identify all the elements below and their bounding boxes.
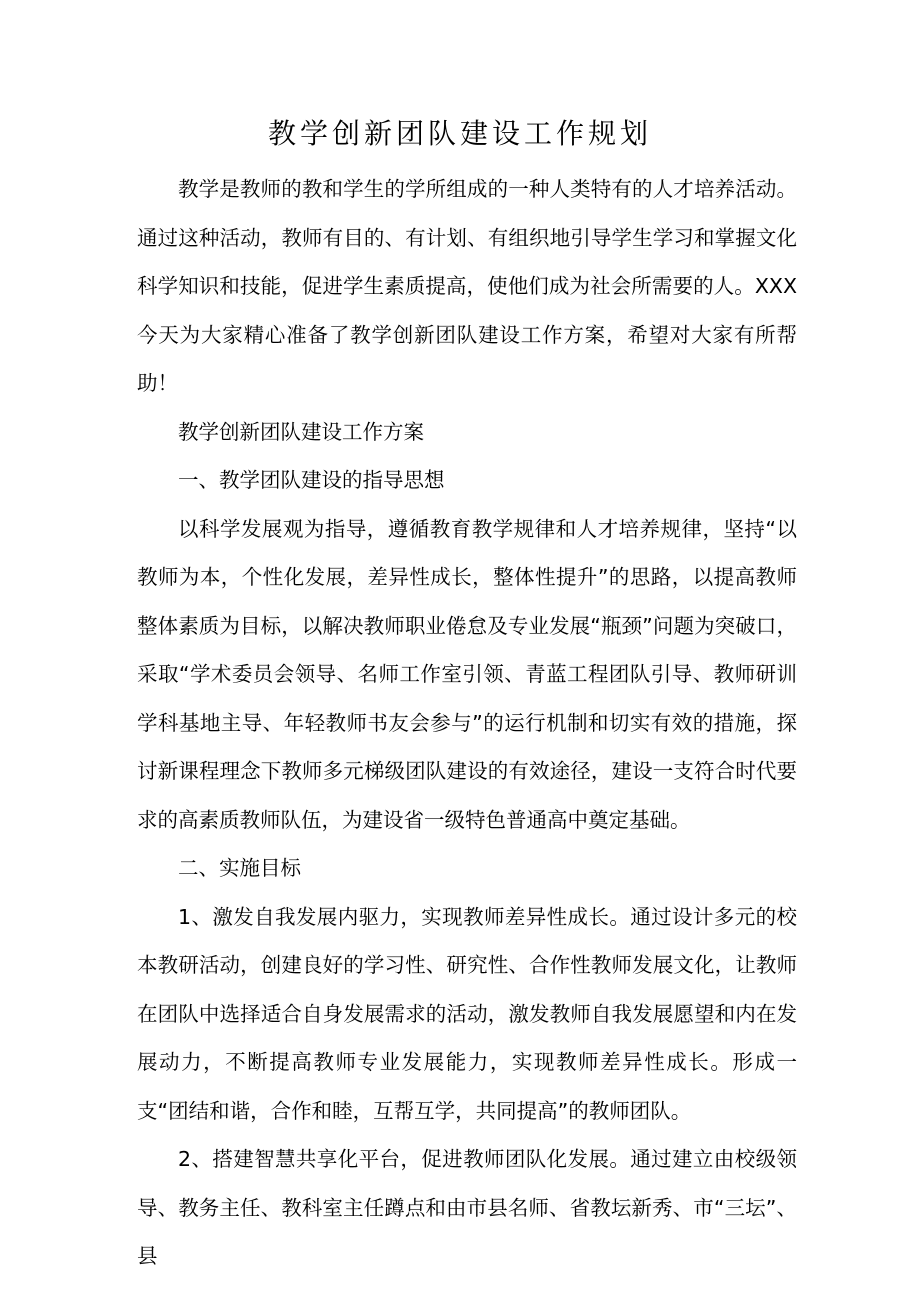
section-heading-guiding-ideology: 一、教学团队建设的指导思想 bbox=[178, 468, 445, 492]
section-heading-objectives: 二、实施目标 bbox=[178, 856, 301, 880]
objective-2-paragraph: 2、搭建智慧共享化平台，促进教师团队化发展。通过建立由校级领导、教务主任、教科室主任蹲点和由市县名师、省教坛新秀、市“三坛”、县 bbox=[137, 1147, 797, 1268]
guiding-ideology-paragraph: 以科学发展观为指导，遵循教育教学规律和人才培养规律，坚持“以教师为本，个性化发展，差异性成长，整体性提升”的思路，以提高教师整体素质为目标，以解决教师职业倦怠及专业发展“瓶颈”问题为突破口，采取“学术委员会领导、名师工作室引领、青蓝工程团队引导、教师研训学科基地主导、年轻教师书友会参与”的运行机制和切实有效的措施，探讨新课程理念下教师多元梯级团队建设的有效途径，建设一支符合时代要求的高素质教师队伍，为建设省一级特色普通高中奠定基础。 bbox=[137, 516, 797, 832]
document-title: 教学创新团队建设工作规划 bbox=[267, 117, 652, 150]
intro-paragraph: 教学是教师的教和学生的学所组成的一种人类特有的人才培养活动。通过这种活动，教师有目的、有计划、有组织地引导学生学习和掌握文化科学知识和技能，促进学生素质提高，使他们成为社会所需要的人。XXX今天为大家精心准备了教学创新团队建设工作方案，希望对大家有所帮助！ bbox=[137, 177, 797, 395]
plan-heading: 教学创新团队建设工作方案 bbox=[178, 419, 424, 444]
document-body bbox=[137, 165, 797, 1281]
objective-1-paragraph: 1、激发自我发展内驱力，实现教师差异性成长。通过设计多元的校本教研活动，创建良好的学习性、研究性、合作性教师发展文化，让教师在团队中选择适合自身发展需求的活动，激发教师自我发展愿望和内在发展动力，不断提高教师专业发展能力，实现教师差异性成长。形成一支“团结和谐，合作和睦，互帮互学，共同提高”的教师团队。 bbox=[137, 904, 797, 1123]
